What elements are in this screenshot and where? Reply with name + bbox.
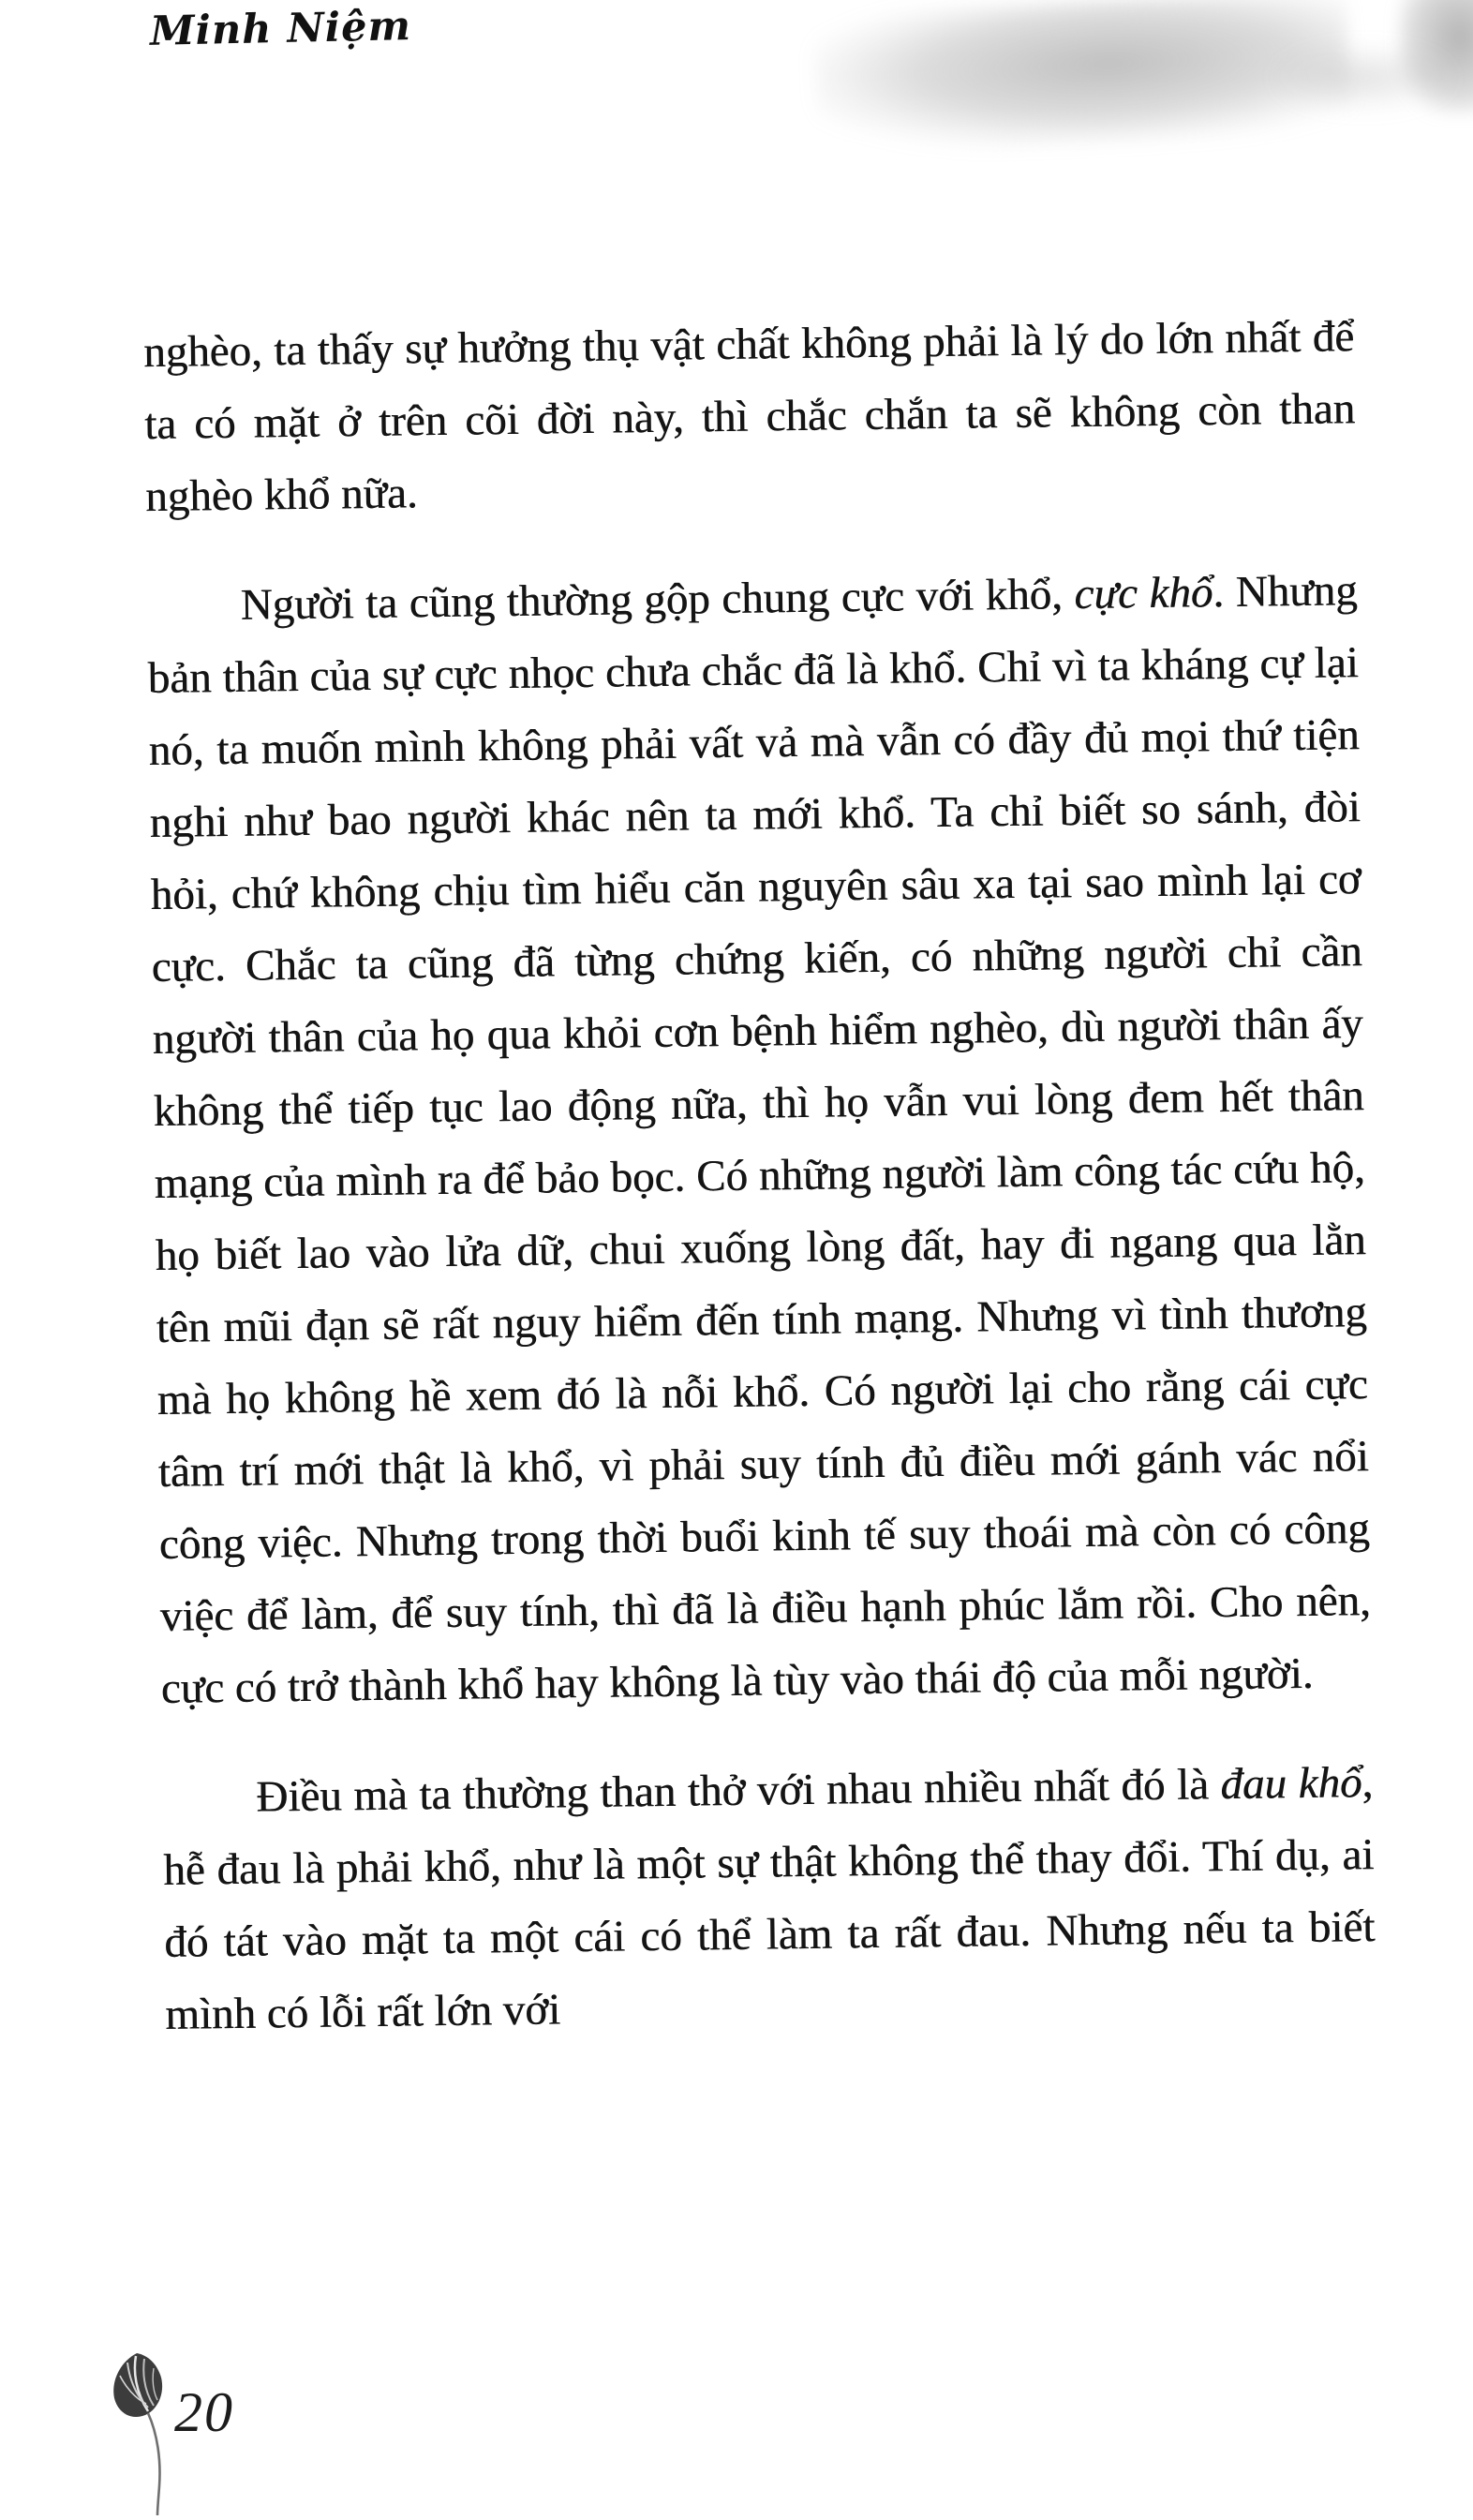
scan-smudge-corner (1398, 0, 1473, 113)
paragraph-text: Điều mà ta thường than thở với nhau nhiều nhất đó là (255, 1760, 1221, 1822)
paragraph (146, 555, 1372, 1725)
paragraph-text: . Nhưng bản thân của sự cực nhọc chưa chắc đã là khổ. Chỉ vì ta kháng cự lại nó, ta muốn mình không phải vất vả mà vẫn có đầy đủ mọi thứ tiện nghi như bao người khác nên ta mới khổ. Ta chỉ biết so sánh, đòi hỏi, chứ không chịu tìm hiểu căn nguyên sâu xa tại sao mình lại cơ cực. Chắc ta cũng đã từng chứng kiến, có những người chỉ cần người thân của họ qua khỏi cơn bệnh hiểm nghèo, dù người thân ấy không thể tiếp tục lao động nữa, thì họ vẫn vui lòng đem hết thân mạng của mình ra để bảo bọc. Có những người làm công tác cứu hộ, họ biết lao vào lửa dữ, chui xuống lòng đất, hay đi ngang qua lằn tên mũi đạn sẽ rất nguy hiểm đến tính mạng. Nhưng vì tình thương mà họ không hề xem đó là nỗi khổ. Có người lại cho rằng cái cực tâm trí mới thật là khổ, vì phải suy tính đủ điều mới gánh vác nổi công việc. Nhưng trong thời buổi kinh tế suy thoái mà còn có công việc để làm, để suy tính, thì đã là điều hạnh phúc lắm rồi. Cho nên, cực có trở thành khổ hay không là tùy vào thái độ của mỗi người. (147, 566, 1372, 1713)
running-header-author: Minh Niệm (149, 3, 412, 55)
scan-smudge (811, 0, 1352, 157)
page-body (143, 301, 1377, 2089)
paragraph-text-italic: đau khổ (1220, 1758, 1362, 1810)
scan-smudge-faint (1274, 45, 1452, 111)
paragraph-text: nghèo, ta thấy sự hưởng thụ vật chất không phải là lý do lớn nhất để ta có mặt ở trên cõi đời này, thì chắc chắn ta sẽ không còn than nghèo khổ nữa. (142, 312, 1356, 522)
paragraph-text: , hễ đau là phải khổ, như là một sự thật không thể thay đổi. Thí dụ, ai đó tát vào mặt ta một cái có thể làm ta rất đau. Nhưng nếu ta biết mình có lỗi rất lớn với (162, 1758, 1376, 2039)
paragraph-continuation (143, 301, 1357, 533)
paragraph-text: Người ta cũng thường gộp chung cực với khổ, (240, 570, 1075, 630)
paragraph (162, 1747, 1376, 2051)
paragraph-text-italic: cực khổ (1074, 568, 1213, 619)
page-number: 20 (174, 2381, 234, 2443)
